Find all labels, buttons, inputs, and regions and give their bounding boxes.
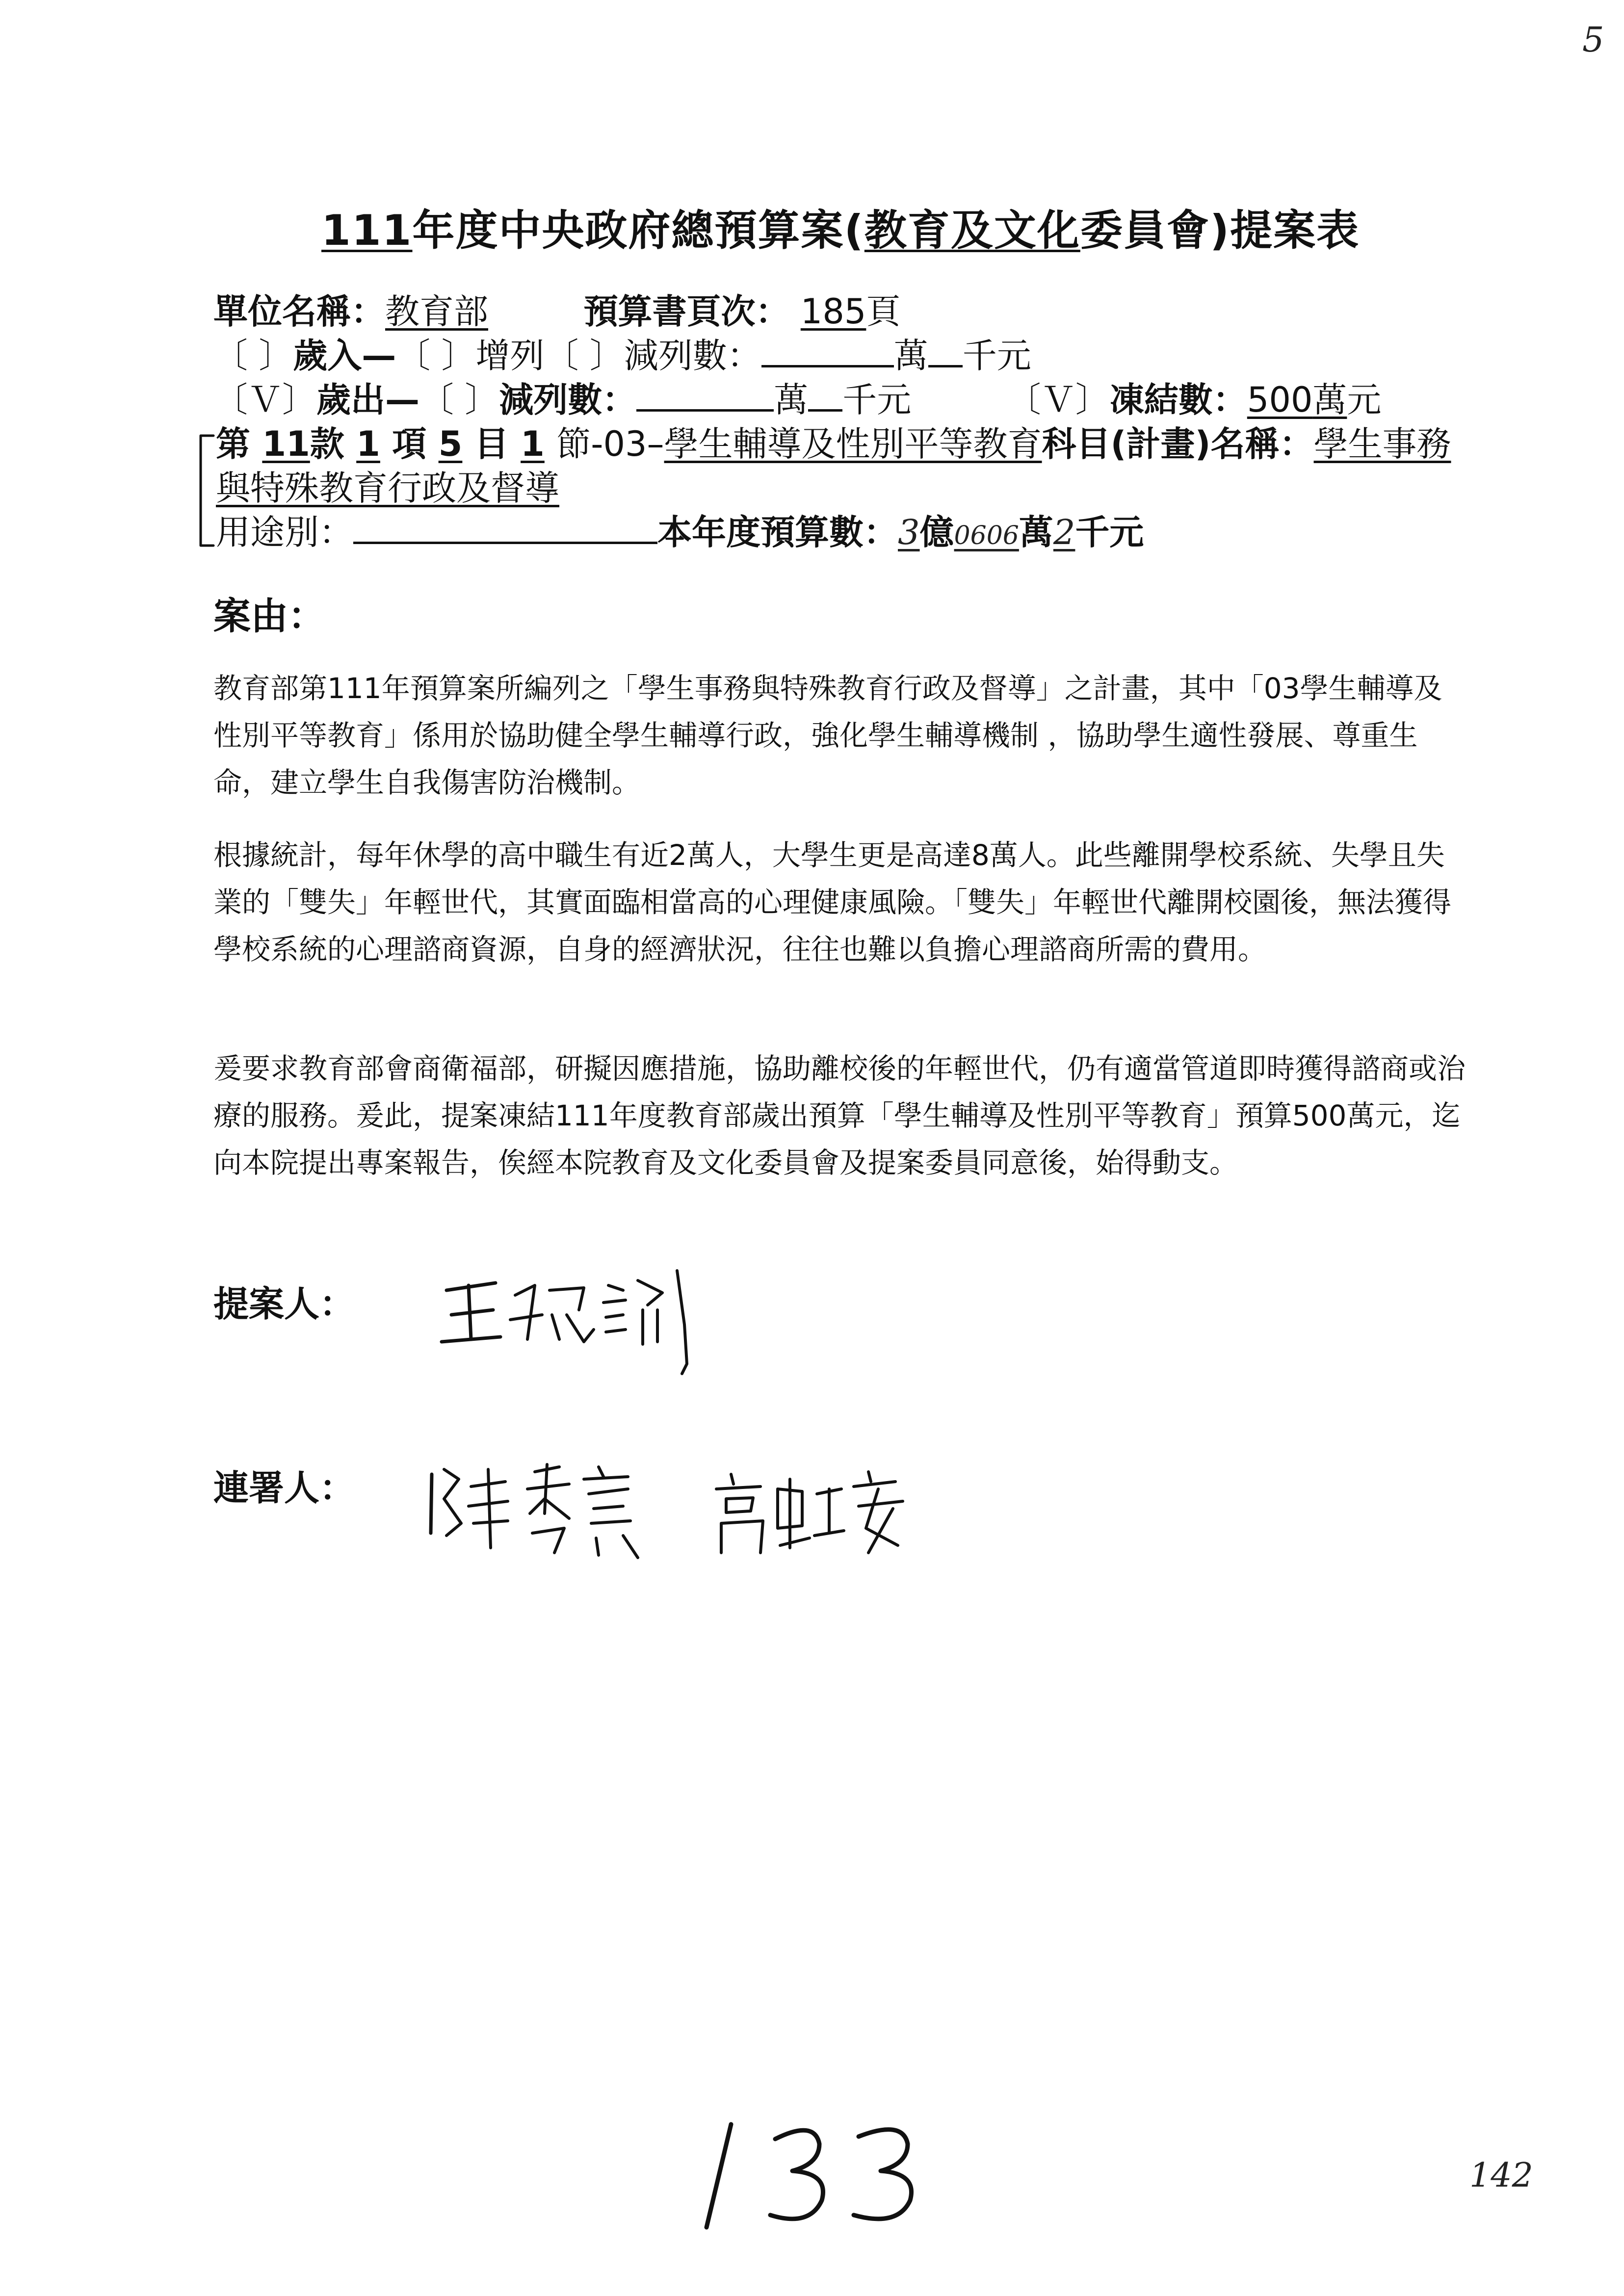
cosigner-label: 連署人： bbox=[213, 1467, 355, 1509]
budget-label: 本年度預算數： bbox=[657, 512, 898, 552]
page-number-handwritten bbox=[697, 2110, 952, 2237]
title-part2: 委員會)提案表 bbox=[1080, 206, 1360, 255]
proposer-label: 提案人： bbox=[213, 1283, 355, 1325]
revenue-qian-blank bbox=[928, 335, 963, 367]
budget-yi: 億 bbox=[919, 512, 954, 552]
revenue-bracket-3: 〔 〕 bbox=[544, 336, 624, 376]
item-mu: 5 bbox=[438, 424, 463, 464]
freeze-bracket: 〔Ｖ〕 bbox=[1006, 380, 1110, 420]
item-xiang: 1 bbox=[356, 424, 380, 464]
item-t5: 節-03– bbox=[556, 424, 664, 464]
revenue-wan-blank bbox=[761, 335, 894, 367]
title-committee: 教育及文化 bbox=[864, 206, 1080, 255]
revenue-qian: 千元 bbox=[962, 336, 1031, 376]
use-label: 用途別： bbox=[216, 512, 353, 552]
page-label: 預算書頁次： bbox=[583, 291, 790, 332]
revenue-bracket-2: 〔 〕 bbox=[396, 336, 476, 376]
revenue-bracket-1: 〔 〕 bbox=[213, 336, 293, 376]
revenue-line bbox=[213, 334, 1031, 378]
expense-wan-blank bbox=[636, 379, 774, 412]
unit-value: 教育部 bbox=[385, 291, 488, 332]
corner-mark-top: 5 bbox=[1582, 20, 1604, 60]
budget-wan-value: 0606 bbox=[954, 521, 1019, 550]
expense-bracket-1: 〔Ｖ〕 bbox=[213, 380, 316, 420]
expense-qian-blank bbox=[808, 379, 842, 412]
item-t3: 項 bbox=[392, 424, 427, 464]
budget-qian: 千元 bbox=[1075, 512, 1144, 552]
case-paragraph-1: 教育部第111年預算案所編列之「學生事務與特殊教育行政及督導」之計畫，其中「03學生輔導及性別平等教育」係用於協助健全學生輔導行政，強化學生輔導機制 ，協助學生適性發展、尊重生命，建立學生自我傷害防治機制。 bbox=[213, 672, 1442, 799]
subject-name-1: 學生事務 bbox=[1313, 424, 1451, 464]
program-name: 學生輔導及性別平等教育 bbox=[664, 424, 1042, 464]
proposer-signature bbox=[437, 1256, 721, 1383]
budget-qian-value: 2 bbox=[1053, 512, 1075, 552]
revenue-label: 歲入— bbox=[293, 336, 396, 376]
form-title bbox=[321, 196, 1360, 257]
cosigner-signature-2 bbox=[711, 1460, 917, 1558]
item-t4: 目 bbox=[474, 424, 509, 464]
expense-bracket-2: 〔 〕 bbox=[419, 380, 499, 420]
freeze-value: 500 bbox=[1247, 380, 1313, 420]
item-t1: 第 bbox=[216, 424, 250, 464]
revenue-add: 增列 bbox=[475, 336, 545, 376]
corner-mark-bottom: 142 bbox=[1469, 2156, 1533, 2195]
budget-yi-value: 3 bbox=[898, 512, 920, 552]
cosigner-signature-1 bbox=[422, 1450, 687, 1567]
item-line-2 bbox=[216, 466, 559, 510]
unit-label: 單位名稱： bbox=[213, 291, 385, 332]
expense-wan: 萬 bbox=[774, 380, 809, 420]
freeze-label: 凍結數： bbox=[1109, 380, 1247, 420]
page-suffix: 頁 bbox=[866, 291, 901, 332]
subject-name-2: 與特殊教育行政及督導 bbox=[216, 468, 559, 508]
item-t6: 科目(計畫)名稱： bbox=[1042, 424, 1314, 464]
expense-reduce: 減列數： bbox=[499, 380, 637, 420]
page-value: 185 bbox=[800, 291, 866, 332]
case-paragraph-3: 爰要求教育部會商衛福部，研擬因應措施，協助離校後的年輕世代，仍有適當管道即時獲得諮商或治療的服務。爰此，提案凍結111年度教育部歲出預算「學生輔導及性別平等教育」預算500萬元，迄向本院提出專案報告，俟經本院教育及文化委員會及提案委員同意後，始得動支。 bbox=[213, 1052, 1466, 1179]
use-blank bbox=[353, 511, 657, 544]
title-year: 111 bbox=[321, 206, 413, 255]
item-t2: 款 bbox=[310, 424, 344, 464]
freeze-unit: 元 bbox=[1347, 380, 1382, 420]
expense-line bbox=[213, 378, 1381, 422]
item-line bbox=[216, 422, 1451, 466]
item-kuan: 11 bbox=[262, 424, 310, 464]
budget-wan: 萬 bbox=[1019, 512, 1053, 552]
unit-line bbox=[213, 289, 900, 334]
revenue-reduce: 減列數： bbox=[624, 336, 761, 376]
item-jie: 1 bbox=[521, 424, 545, 464]
use-line bbox=[216, 510, 1144, 558]
case-paragraph-2: 根據統計，每年休學的高中職生有近2萬人，大學生更是高達8萬人。此些離開學校系統、失學且失業的「雙失」年輕世代，其實面臨相當高的心理健康風險。「雙失」年輕世代離開校園後，無法獲得學校系統的心理諮商資源，自身的經濟狀況，往往也難以負擔心理諮商所需的費用。 bbox=[213, 838, 1452, 966]
title-part1: 年度中央政府總預算案( bbox=[412, 206, 864, 255]
revenue-wan: 萬 bbox=[893, 336, 928, 376]
expense-label: 歲出— bbox=[316, 380, 419, 420]
freeze-wan: 萬 bbox=[1312, 380, 1347, 420]
case-heading: 案由： bbox=[213, 594, 325, 638]
expense-qian: 千元 bbox=[842, 380, 912, 420]
